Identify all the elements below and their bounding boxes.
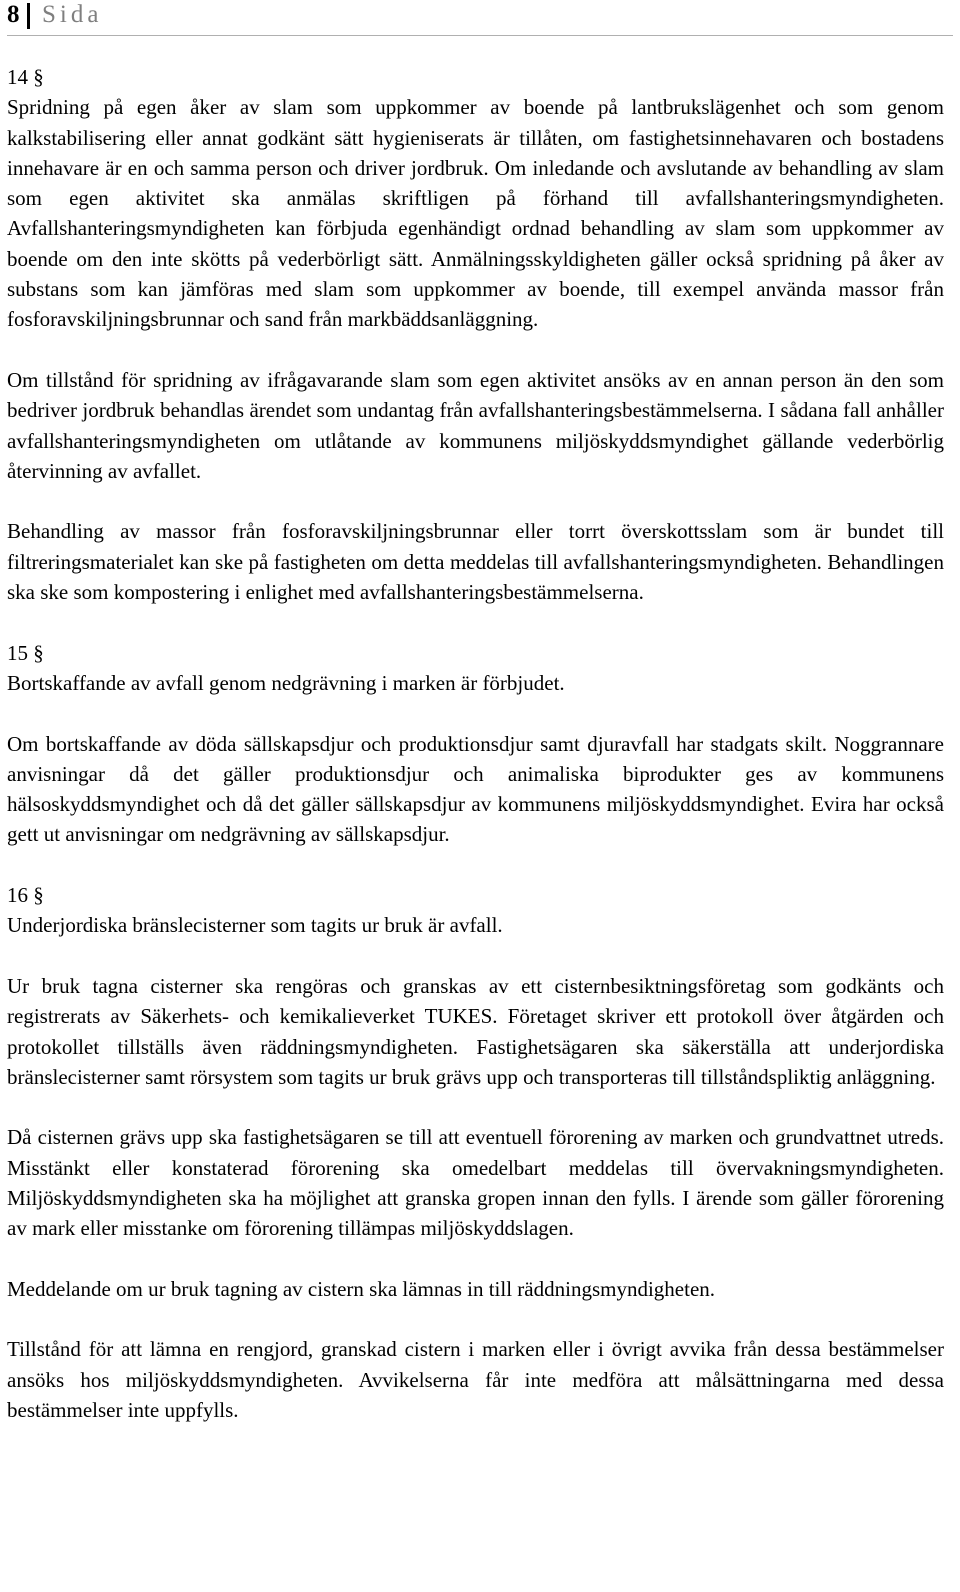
paragraph: Spridning på egen åker av slam som uppkommer av boende på lantbrukslägenhet och som genom kalkstabilisering eller annat godkänt sätt hygieniserats är tillåten, om fastighetsinnehavaren och bostadens innehavare är en och samma person och driver jordbruk. Om inledande och avslutande av behandling av slam som egen aktivitet ska anmälas skriftligen på förhand till avfallshanteringsmyndigheten. Avfallshanteringsmyndigheten kan förbjuda egenhändigt ordnad behandling av slam som uppkommer av boende om den inte skötts på vederbörligt sätt. Anmälningsskyldigheten gäller också spridning på åker av substans som kan jämföras med slam som uppkommer av boende, till exempel använda massor från fosforavskiljningsbrunnar och sand från markbäddsanläggning. [7, 95, 944, 332]
page-header [0, 0, 960, 36]
paragraph: Om bortskaffande av döda sällskapsdjur och produktionsdjur samt djuravfall har stadgats skilt. Noggrannare anvisningar då det gäller produktionsdjur och animaliska biprodukter ges av kommunens hälsoskyddsmyndighet och då det gäller sällskapsdjur av kommunens miljöskyddsmyndighet. Evira har också gett ut anvisningar om nedgrävning av sällskapsdjur. [7, 731, 944, 847]
paragraph: Underjordiska bränslecisterner som tagits ur bruk är avfall. [7, 913, 503, 938]
section-15 [7, 638, 944, 850]
page-number: 8 [7, 1, 20, 28]
paragraph: Om tillstånd för spridning av ifrågavarande slam som egen aktivitet ansöks av en annan person än den som bedriver jordbruk behandlas ärendet som undantag från avfallshanteringsbestämmelserna. I sådana fall anhåller avfallshanteringsmyndigheten om utlåtande av kommunens miljöskyddsmyndighet gällande vederbörlig återvinning av avfallet. [7, 367, 944, 483]
paragraph: Ur bruk tagna cisterner ska rengöras och granskas av ett cisternbesiktningsföretag som godkänts och registrerats av Säkerhets- och kemikalieverket TUKES. Företaget skriver ett protokoll över åtgärden och protokollet tillställs även räddningsmyndigheten. Fastighetsägaren ska säkerställa att underjordiska bränslecisterner samt rörsystem som tagits ur bruk grävs upp och transporteras till tillståndspliktig anläggning. [7, 973, 944, 1089]
section-14 [7, 62, 944, 607]
page-label: Sida [42, 1, 103, 28]
header-rule [7, 35, 953, 36]
section-number: 16 § [7, 883, 44, 908]
paragraph: Då cisternen grävs upp ska fastighetsägaren se till att eventuell förorening av marken och grundvattnet utreds. Misstänkt eller konstaterad förorening ska omedelbart meddelas till övervakningsmyndigheten. Miljöskyddsmyndigheten ska ha möjlighet att granska gropen innan den fylls. I ärende som gäller förorening av mark eller misstanke om förorening tillämpas miljöskyddslagen. [7, 1125, 944, 1241]
section-16 [7, 880, 944, 1425]
paragraph: Bortskaffande av avfall genom nedgrävning i marken är förbjudet. [7, 670, 565, 695]
paragraph: Meddelande om ur bruk tagning av cistern ska lämnas in till räddningsmyndigheten. [7, 1276, 716, 1301]
header-divider [27, 3, 30, 29]
paragraph: Behandling av massor från fosforavskiljningsbrunnar eller torrt överskottsslam som är bundet till filtreringsmaterialet kan ske på fastigheten om detta meddelas till avfallshanteringsmyndigheten. Behandlingen ska ske som kompostering i enlighet med avfallshanteringsbestämmelserna. [7, 519, 944, 605]
document-body [7, 62, 944, 1425]
paragraph: Tillstånd för att lämna en rengjord, granskad cistern i marken eller i övrigt avvika från dessa bestämmelser ansöks hos miljöskyddsmyndigheten. Avvikelserna får inte medföra att målsättningarna med dessa bestämmelser inte uppfylls. [7, 1337, 944, 1423]
section-number: 14 § [7, 65, 44, 89]
section-number: 15 § [7, 640, 44, 665]
